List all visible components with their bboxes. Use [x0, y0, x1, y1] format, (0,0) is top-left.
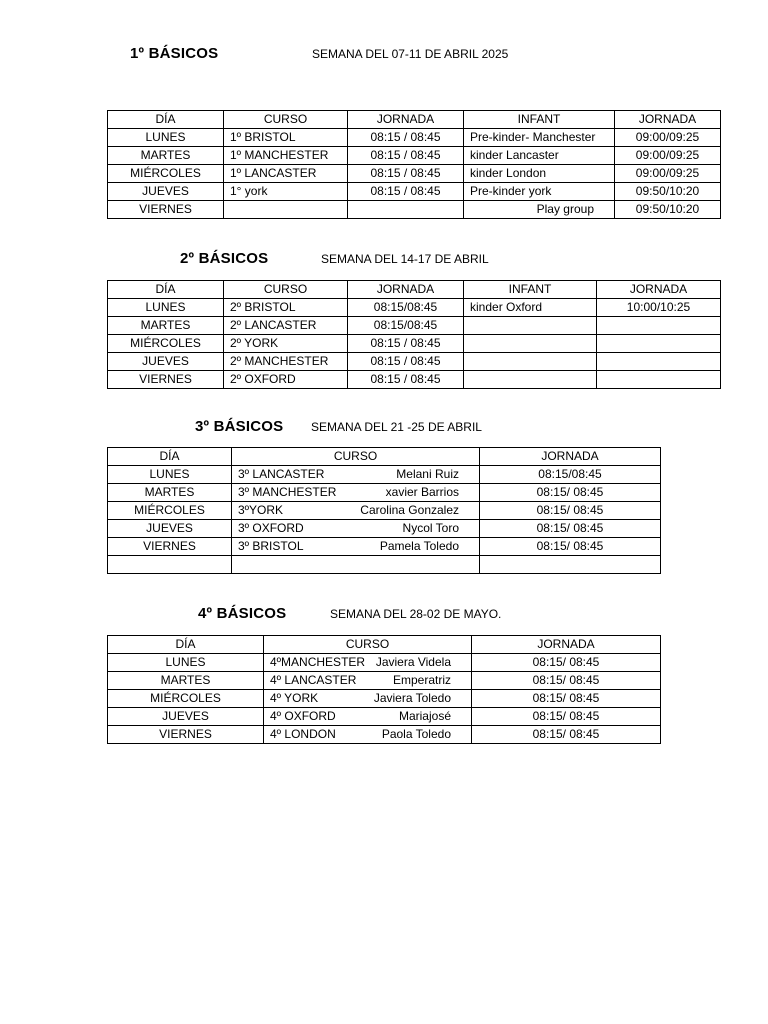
- cell-infant: [464, 371, 597, 389]
- cell-jornada: 08:15 / 08:45: [348, 335, 464, 353]
- header-curso: CURSO: [224, 281, 348, 299]
- cell-curso: [232, 502, 480, 520]
- table-header-row: [108, 281, 721, 299]
- teacher-name: Pamela Toledo: [379, 539, 459, 553]
- table-row: [108, 466, 661, 484]
- cell-curso: [224, 201, 348, 219]
- table-row-empty: [108, 556, 661, 574]
- section-3-table: [107, 447, 661, 574]
- cell-jornada-infant: 09:00/09:25: [615, 147, 721, 165]
- cell-dia: LUNES: [108, 129, 224, 147]
- cell-infant: kinder Lancaster: [464, 147, 615, 165]
- section-2-table: [107, 280, 721, 389]
- cell-jornada: 08:15/ 08:45: [472, 672, 661, 690]
- course-name: 4º YORK: [270, 691, 319, 705]
- header-infant: INFANT: [464, 111, 615, 129]
- cell-dia: MARTES: [108, 317, 224, 335]
- header-infant: INFANT: [464, 281, 597, 299]
- table-row: [108, 147, 721, 165]
- table-row: [108, 371, 721, 389]
- teacher-name: Mariajosé: [398, 709, 451, 723]
- teacher-name: Javiera Toledo: [373, 691, 451, 705]
- cell-dia: VIERNES: [108, 726, 264, 744]
- section-4-table: [107, 635, 661, 744]
- course-name: 4º LONDON: [270, 727, 336, 741]
- teacher-name: Carolina Gonzalez: [360, 503, 459, 517]
- course-name: 3º MANCHESTER: [238, 485, 337, 499]
- cell-jornada: 08:15/08:45: [348, 317, 464, 335]
- cell-jornada: 08:15 / 08:45: [348, 165, 464, 183]
- course-name: 4ºMANCHESTER: [270, 655, 366, 669]
- table-row: [108, 317, 721, 335]
- teacher-name: Emperatriz: [392, 673, 451, 687]
- header-dia: DÍA: [108, 281, 224, 299]
- cell-curso: 1º BRISTOL: [224, 129, 348, 147]
- cell-curso: [264, 690, 472, 708]
- header-jornada-infant: JORNADA: [615, 111, 721, 129]
- cell-curso: 2º MANCHESTER: [224, 353, 348, 371]
- cell-jornada: [348, 201, 464, 219]
- cell-jornada: 08:15/ 08:45: [472, 726, 661, 744]
- teacher-name: xavier Barrios: [385, 485, 459, 499]
- teacher-name: Javiera Videla: [375, 655, 451, 669]
- cell-curso: 1º MANCHESTER: [224, 147, 348, 165]
- section-1-table: [107, 110, 721, 219]
- cell-infant: [464, 317, 597, 335]
- course-name: 3º LANCASTER: [238, 467, 325, 481]
- section-3-subtitle: SEMANA DEL 21 -25 DE ABRIL: [311, 420, 482, 434]
- course-name: 3º BRISTOL: [238, 539, 304, 553]
- course-name: 3º OXFORD: [238, 521, 304, 535]
- table-row: [108, 129, 721, 147]
- course-name: 3ºYORK: [238, 503, 284, 517]
- table-row: [108, 654, 661, 672]
- cell-curso: 2º LANCASTER: [224, 317, 348, 335]
- section-1-title: 1º BÁSICOS: [130, 45, 219, 62]
- cell-jornada-infant: 09:00/09:25: [615, 165, 721, 183]
- table-row: [108, 353, 721, 371]
- header-curso: CURSO: [224, 111, 348, 129]
- cell-curso: [232, 538, 480, 556]
- cell-jornada-infant: 10:00/10:25: [597, 299, 721, 317]
- cell-jornada: 08:15/ 08:45: [480, 484, 661, 502]
- cell-dia: MARTES: [108, 484, 232, 502]
- cell-dia: LUNES: [108, 466, 232, 484]
- cell-jornada: 08:15/ 08:45: [472, 654, 661, 672]
- table-row: [108, 201, 721, 219]
- teacher-name: Nycol Toro: [402, 521, 459, 535]
- header-dia: DÍA: [108, 111, 224, 129]
- cell-infant: Pre-kinder- Manchester: [464, 129, 615, 147]
- cell-curso: 2º BRISTOL: [224, 299, 348, 317]
- table-row: [108, 520, 661, 538]
- cell-curso: 1º LANCASTER: [224, 165, 348, 183]
- cell-jornada: 08:15 / 08:45: [348, 371, 464, 389]
- cell-dia: VIERNES: [108, 371, 224, 389]
- cell-curso: [264, 672, 472, 690]
- header-jornada: JORNADA: [480, 448, 661, 466]
- table-row: [108, 708, 661, 726]
- cell-jornada: 08:15/ 08:45: [472, 708, 661, 726]
- header-dia: DÍA: [108, 636, 264, 654]
- cell-jornada: 08:15/08:45: [348, 299, 464, 317]
- section-4-title: 4º BÁSICOS: [198, 605, 287, 622]
- cell-jornada-infant: 09:50/10:20: [615, 183, 721, 201]
- header-jornada: JORNADA: [348, 111, 464, 129]
- teacher-name: Paola Toledo: [381, 727, 451, 741]
- header-jornada: JORNADA: [348, 281, 464, 299]
- table-row: [108, 299, 721, 317]
- cell-jornada: 08:15 / 08:45: [348, 147, 464, 165]
- cell-jornada-infant: [597, 371, 721, 389]
- section-1-subtitle: SEMANA DEL 07-11 DE ABRIL 2025: [312, 47, 509, 61]
- cell-curso: [264, 654, 472, 672]
- cell-jornada-infant: [597, 317, 721, 335]
- cell-jornada: 08:15 / 08:45: [348, 353, 464, 371]
- cell-jornada: 08:15/ 08:45: [480, 538, 661, 556]
- cell-jornada: 08:15/08:45: [480, 466, 661, 484]
- cell-jornada: 08:15 / 08:45: [348, 129, 464, 147]
- table-row: [108, 672, 661, 690]
- cell-dia: VIERNES: [108, 538, 232, 556]
- header-curso: CURSO: [264, 636, 472, 654]
- table-row: [108, 335, 721, 353]
- cell-dia: [108, 556, 232, 574]
- cell-dia: JUEVES: [108, 183, 224, 201]
- section-4-subtitle: SEMANA DEL 28-02 DE MAYO.: [330, 607, 502, 621]
- course-name: 4º LANCASTER: [270, 673, 357, 687]
- cell-infant: kinder Oxford: [464, 299, 597, 317]
- cell-curso: [232, 466, 480, 484]
- cell-infant: kinder London: [464, 165, 615, 183]
- header-jornada-infant: JORNADA: [597, 281, 721, 299]
- cell-dia: MARTES: [108, 147, 224, 165]
- cell-jornada-infant: 09:50/10:20: [615, 201, 721, 219]
- cell-curso: [232, 484, 480, 502]
- cell-dia: MIÉRCOLES: [108, 165, 224, 183]
- cell-dia: JUEVES: [108, 353, 224, 371]
- cell-dia: VIERNES: [108, 201, 224, 219]
- table-header-row: [108, 111, 721, 129]
- cell-curso: [232, 556, 480, 574]
- cell-jornada-infant: 09:00/09:25: [615, 129, 721, 147]
- cell-dia: JUEVES: [108, 708, 264, 726]
- header-curso: CURSO: [232, 448, 480, 466]
- cell-dia: MARTES: [108, 672, 264, 690]
- cell-infant: Pre-kinder york: [464, 183, 615, 201]
- cell-dia: MIÉRCOLES: [108, 502, 232, 520]
- cell-curso: [264, 708, 472, 726]
- cell-jornada-infant: [597, 335, 721, 353]
- cell-dia: MIÉRCOLES: [108, 335, 224, 353]
- section-3-title: 3º BÁSICOS: [195, 418, 284, 435]
- section-2-title: 2º BÁSICOS: [180, 250, 269, 267]
- cell-jornada: 08:15 / 08:45: [348, 183, 464, 201]
- cell-jornada: 08:15/ 08:45: [472, 690, 661, 708]
- table-row: [108, 726, 661, 744]
- table-row: [108, 690, 661, 708]
- cell-jornada: [480, 556, 661, 574]
- cell-curso: 2º YORK: [224, 335, 348, 353]
- cell-infant: Play group: [464, 201, 615, 219]
- cell-curso: 1° york: [224, 183, 348, 201]
- cell-curso: [264, 726, 472, 744]
- table-header-row: [108, 636, 661, 654]
- teacher-name: Melani Ruiz: [396, 467, 459, 481]
- header-dia: DÍA: [108, 448, 232, 466]
- cell-dia: JUEVES: [108, 520, 232, 538]
- cell-curso: [232, 520, 480, 538]
- table-row: [108, 484, 661, 502]
- cell-infant: [464, 353, 597, 371]
- cell-infant: [464, 335, 597, 353]
- header-jornada: JORNADA: [472, 636, 661, 654]
- table-header-row: [108, 448, 661, 466]
- cell-jornada-infant: [597, 353, 721, 371]
- cell-jornada: 08:15/ 08:45: [480, 520, 661, 538]
- section-2-subtitle: SEMANA DEL 14-17 DE ABRIL: [321, 252, 489, 266]
- cell-dia: LUNES: [108, 299, 224, 317]
- cell-jornada: 08:15/ 08:45: [480, 502, 661, 520]
- cell-dia: LUNES: [108, 654, 264, 672]
- course-name: 4º OXFORD: [270, 709, 336, 723]
- table-row: [108, 502, 661, 520]
- table-row: [108, 538, 661, 556]
- cell-curso: 2º OXFORD: [224, 371, 348, 389]
- cell-dia: MIÉRCOLES: [108, 690, 264, 708]
- table-row: [108, 165, 721, 183]
- table-row: [108, 183, 721, 201]
